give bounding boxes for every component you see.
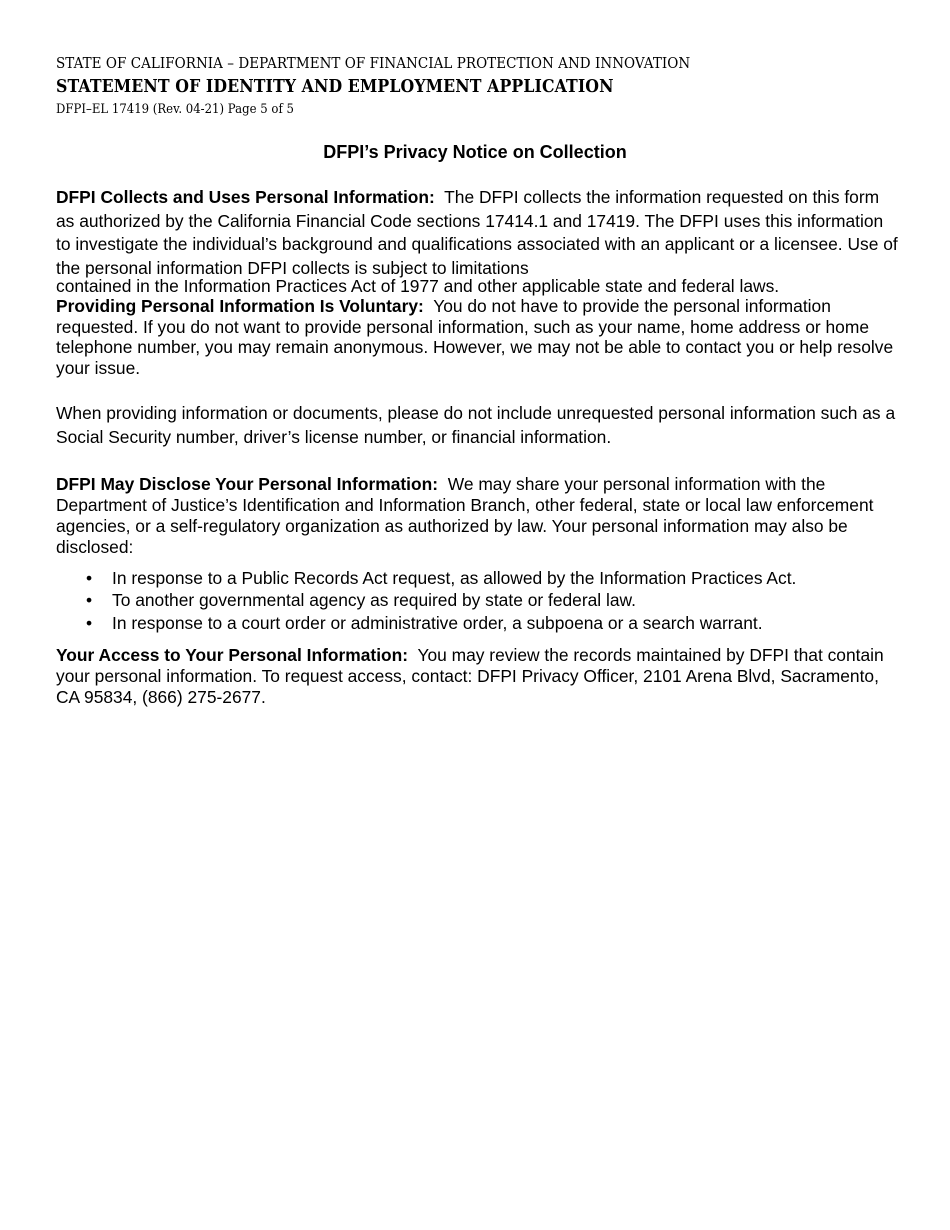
caution-paragraph: When providing information or documents, please do not include unrequested personal information such as a Social Security number, driver’s license number, or financial information. <box>56 403 896 447</box>
list-item-text: To another governmental agency as required by state or federal law. <box>112 590 636 611</box>
form-title: STATEMENT OF IDENTITY AND EMPLOYMENT APPLICATION <box>56 77 614 97</box>
disclose-list <box>56 567 901 634</box>
access-heading: Your Access to Your Personal Information: <box>56 645 409 665</box>
list-item <box>56 612 901 634</box>
bullet-icon: • <box>86 612 93 633</box>
voluntary-heading: Providing Personal Information Is Voluntary: <box>56 296 424 316</box>
bullet-icon: • <box>86 590 93 611</box>
bullet-icon: • <box>86 568 93 588</box>
disclose-paragraph <box>56 474 901 558</box>
collects-continuation: contained in the Information Practices Act of 1977 and other applicable state and federal laws. <box>56 276 780 296</box>
list-item <box>56 567 901 589</box>
list-item <box>56 589 901 611</box>
voluntary-paragraph <box>56 296 901 378</box>
collects-text: The DFPI collects the information requested on this form as authorized by the California Financial Code sections 17414.1 and 17419. The DFPI uses this information to investigate the individual’s background and qualifications associated with an applicant or a licensee. Use of the personal information DFPI collects is subject to limitations <box>56 187 898 278</box>
access-paragraph <box>56 645 901 708</box>
disclose-text: We may share your personal information with the Department of Justice’s Identification and Information Branch, other federal, state or local law enforcement agencies, or a self-regulatory organization as authorized by law. Your personal information may also be disclosed: <box>56 474 874 557</box>
voluntary-text: You do not have to provide the personal information requested. If you do not want to provide personal information, such as your name, home address or home telephone number, you may remain anonymous. However, we may not be able to contact you or help resolve your issue. <box>56 296 894 378</box>
agency-line: STATE OF CALIFORNIA – DEPARTMENT OF FINANCIAL PROTECTION AND INNOVATION <box>56 56 691 72</box>
list-item-text: In response to a Public Records Act request, as allowed by the Information Practices Act. <box>112 568 797 588</box>
form-id-line: DFPI–EL 17419 (Rev. 04-21) Page 5 of 5 <box>56 102 294 117</box>
disclose-heading: DFPI May Disclose Your Personal Information: <box>56 474 439 494</box>
collects-paragraph <box>56 186 901 280</box>
collects-heading: DFPI Collects and Uses Personal Information: <box>56 187 435 207</box>
notice-title: DFPI’s Privacy Notice on Collection <box>323 142 627 162</box>
access-text: You may review the records maintained by DFPI that contain your personal information. To request access, contact: DFPI Privacy Officer, 2101 Arena Blvd, Sacramento, CA 95834, (866) 275-2677. <box>56 645 884 707</box>
list-item-text: In response to a court order or administrative order, a subpoena or a search warrant. <box>112 612 763 633</box>
